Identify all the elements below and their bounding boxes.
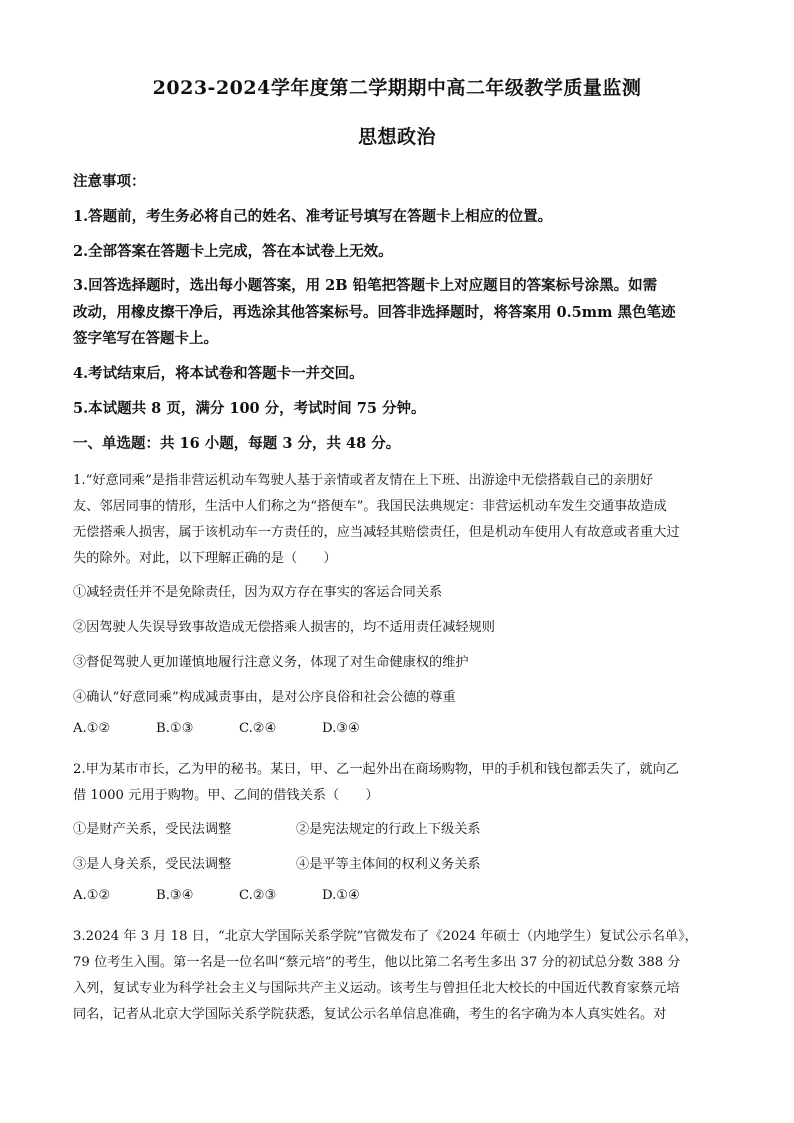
notice-item-3-line-2: 改动，用橡皮擦干净后，再选涂其他答案标号。回答非选择题时，将答案用 0.5mm 黑色笔迹 [73,304,676,321]
q1-option-a: A.①② [73,721,111,736]
q2-option-d: D.①④ [322,888,360,903]
q2-statement-2: ②是宪法规定的行政上下级关系 [296,822,481,837]
q1-stem-line-4: 失的除外。对此，以下理解正确的是（ ） [73,551,337,566]
q1-statement-3: ③督促驾驶人更加谨慎地履行注意义务，体现了对生命健康权的维护 [73,655,469,670]
q1-option-c: C.②④ [239,721,277,736]
q1-option-b: B.①③ [156,721,194,736]
q3-stem-line-1: 3.2024 年 3 月 18 日，“北京大学国际关系学院”官微发布了《2024 年硕士（内地学生）复试公示名单》， [73,929,698,944]
q2-statement-4: ④是平等主体间的权利义务关系 [296,857,481,872]
notice-item-3-line-1: 3.回答选择题时，选出每小题答案，用 2B 铅笔把答题卡上对应题目的答案标号涂黑。如需 [73,277,658,294]
q1-statement-2: ②因驾驶人失误导致事故造成无偿搭乘人损害的，均不适用责任减轻规则 [73,620,495,635]
q2-stem-line-1: 2.甲为某市市长，乙为甲的秘书。某日，甲、乙一起外出在商场购物，甲的手机和钱包都丢失了，就向乙 [73,762,680,777]
q1-stem-line-3: 无偿搭乘人损害，属于该机动车一方责任的，应当减轻其赔偿责任，但是机动车使用人有故意或者重大过 [73,525,680,540]
notice-heading: 注意事项： [73,173,146,190]
q1-stem-line-1: 1.“好意同乘”是指非营运机动车驾驶人基于亲情或者友情在上下班、出游途中无偿搭载自己的亲朋好 [73,473,653,488]
q2-option-b: B.③④ [156,888,194,903]
notice-item-3-line-3: 签字笔写在答题卡上。 [73,330,218,347]
notice-item-2: 2.全部答案在答题卡上完成，答在本试卷上无效。 [73,243,393,260]
notice-item-5: 5.本试题共 8 页，满分 100 分，考试时间 75 分钟。 [73,400,426,417]
q1-statement-1: ①减轻责任并不是免除责任，因为双方存在事实的客运合同关系 [73,585,443,600]
notice-item-1: 1.答题前，考生务必将自己的姓名、准考证号填写在答题卡上相应的位置。 [73,208,553,225]
q3-stem-line-3: 入列，复试专业为科学社会主义与国际共产主义运动。该考生与曾担任北大校长的中国近代教育家蔡元培 [73,981,680,996]
section-heading: 一、单选题：共 16 小题，每题 3 分，共 48 分。 [73,435,401,452]
q2-stem-line-2: 借 1000 元用于购物。甲、乙间的借钱关系（ ） [73,788,379,803]
q1-statement-4: ④确认“好意同乘”构成减责事由，是对公序良俗和社会公德的尊重 [73,690,456,705]
notice-item-4: 4.考试结束后，将本试卷和答题卡一并交回。 [73,365,364,382]
q2-statement-1: ①是财产关系，受民法调整 [73,822,232,837]
q1-stem-line-2: 友、邻居同事的情形，生活中人们称之为“搭便车”。我国民法典规定：非营运机动车发生交通事故造成 [73,499,667,514]
q2-statement-3: ③是人身关系，受民法调整 [73,857,232,872]
q2-option-c: C.②③ [239,888,277,903]
subject-title: 思想政治 [357,126,436,148]
q2-option-a: A.①② [73,888,111,903]
exam-title: 2023-2024学年度第二学期期中高二年级教学质量监测 [152,77,642,99]
q1-option-d: D.③④ [322,721,360,736]
q3-stem-line-4: 同名，记者从北京大学国际关系学院获悉，复试公示名单信息准确，考生的名字确为本人真实姓名。对 [73,1007,667,1022]
q3-stem-line-2: 79 位考生入围。第一名是一位名叫“蔡元培”的考生，他以比第二名考生多出 37 分的初试总分数 388 分 [73,955,681,970]
